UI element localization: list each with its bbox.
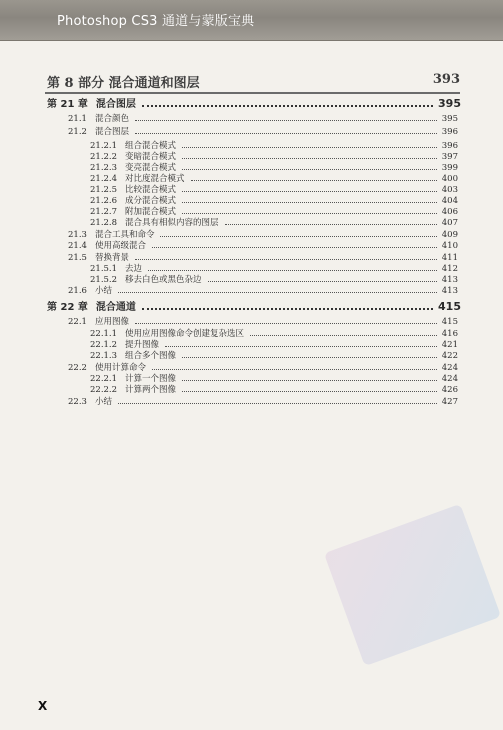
toc-title: 去边 (125, 264, 143, 274)
toc-page-number: 426 (441, 385, 458, 395)
toc-number: 21.5 (68, 253, 87, 263)
toc-subsection-row (90, 340, 458, 350)
toc-subsection-row (90, 351, 458, 361)
toc-subsection-row (90, 196, 458, 206)
toc-number: 21.1 (68, 114, 87, 124)
toc-title: 成分混合模式 (125, 196, 177, 206)
dot-leader (135, 119, 437, 121)
toc-page-number: 412 (441, 264, 458, 274)
toc-page-number: 411 (441, 253, 458, 263)
dot-leader (152, 246, 437, 248)
toc-section-row (68, 114, 458, 124)
toc-number: 21.3 (68, 230, 87, 240)
dot-leader (135, 132, 437, 134)
toc-subsection-row (90, 385, 458, 395)
toc-title: 混合图层 (94, 127, 129, 137)
dot-leader (191, 179, 437, 181)
toc-number: 21.2.6 (90, 196, 118, 206)
toc-subsection-row (90, 329, 458, 339)
toc-number: 22.2.2 (90, 385, 118, 395)
toc-page-number: 400 (441, 174, 458, 184)
dot-leader (182, 356, 437, 358)
dot-leader (160, 235, 436, 237)
toc-number: 21.2.8 (90, 218, 118, 228)
dot-leader (182, 201, 437, 203)
dot-leader (182, 146, 437, 148)
toc-title: 混合图层 (95, 99, 136, 110)
toc-title: 使用应用图像命令创建复杂选区 (125, 329, 245, 339)
toc-title: 使用高级混合 (94, 241, 146, 251)
toc-page-number: 406 (441, 207, 458, 217)
toc-subsection-row (90, 152, 458, 162)
toc-section-row (68, 230, 458, 240)
toc-title: 组合多个图像 (125, 351, 177, 361)
toc-page-number: 415 (441, 317, 458, 327)
toc-number: 22.1 (68, 317, 87, 327)
dot-leader (182, 379, 437, 381)
toc-title: 变亮混合模式 (125, 163, 177, 173)
toc-page-number: 424 (441, 374, 458, 384)
toc-title: 混合工具和命令 (94, 230, 155, 240)
toc-page-number: 410 (441, 241, 458, 251)
toc-chapter-row (47, 301, 461, 314)
toc-subsection-row (90, 218, 458, 228)
toc-page-number: 404 (441, 196, 458, 206)
toc-number: 21.2.3 (90, 163, 118, 173)
dot-leader (135, 258, 437, 260)
toc-subsection-row (90, 141, 458, 151)
dot-leader (225, 223, 437, 225)
dot-leader (208, 280, 437, 282)
toc-title: 混合颜色 (94, 114, 129, 124)
toc-page-number: 413 (441, 286, 458, 296)
toc-subsection-row (90, 207, 458, 217)
toc-title: 附加混合模式 (125, 207, 177, 217)
toc-page-number: 422 (441, 351, 458, 361)
toc-number: 21.2.1 (90, 141, 118, 151)
dot-leader (165, 345, 437, 347)
toc-title: 混合通道 (95, 302, 136, 313)
dot-leader (118, 402, 437, 404)
dot-leader (182, 190, 437, 192)
dot-leader (142, 104, 433, 107)
dot-leader (182, 212, 437, 214)
dot-leader (152, 368, 437, 370)
toc-number: 22.2 (68, 363, 87, 373)
toc-page-number: 395 (441, 114, 458, 124)
toc-subsection-row (90, 163, 458, 173)
toc-title: 提升图像 (125, 340, 160, 350)
toc-page-number: 413 (441, 275, 458, 285)
toc-number: 22.2.1 (90, 374, 118, 384)
toc-page-number: 416 (441, 329, 458, 339)
dot-leader (182, 157, 437, 159)
toc-title: 小结 (94, 397, 112, 407)
toc-title: 使用计算命令 (94, 363, 146, 373)
toc-page-number: 407 (441, 218, 458, 228)
toc-number: 22.3 (68, 397, 87, 407)
toc-page-number: 424 (441, 363, 458, 373)
toc-title: 移去白色或黑色杂边 (125, 275, 202, 285)
part-page-number: 393 (432, 72, 460, 87)
dot-leader (142, 307, 433, 310)
toc-subsection-row (90, 185, 458, 195)
toc-page-number: 415 (438, 300, 461, 313)
toc-subsection-row (90, 275, 458, 285)
toc-number: 21.2.2 (90, 152, 118, 162)
book-title: Photoshop CS3 通道与蒙版宝典 (57, 14, 255, 29)
toc-section-row (68, 317, 458, 327)
toc-number: 21.2.7 (90, 207, 118, 217)
toc-title: 小结 (94, 286, 112, 296)
toc-title: 替换背景 (94, 253, 129, 263)
toc-page-number: 396 (441, 141, 458, 151)
toc-title: 混合具有相似内容的图层 (125, 218, 219, 228)
toc-section-row (68, 363, 458, 373)
toc-number: 22.1.2 (90, 340, 118, 350)
toc-chapter-row (47, 98, 461, 111)
toc-page-number: 421 (441, 340, 458, 350)
dot-leader (135, 322, 437, 324)
toc-number: 21.2 (68, 127, 87, 137)
toc-section-row (68, 241, 458, 251)
toc-title: 组合混合模式 (125, 141, 177, 151)
toc-title: 计算两个图像 (125, 385, 177, 395)
toc-number: 第 21 章 (47, 99, 88, 110)
toc-section-row (68, 397, 458, 407)
toc-title: 变暗混合模式 (125, 152, 177, 162)
toc-number: 21.6 (68, 286, 87, 296)
toc-subsection-row (90, 264, 458, 274)
toc-section-row (68, 127, 458, 137)
toc-number: 21.4 (68, 241, 87, 251)
toc-page-number: 396 (441, 127, 458, 137)
toc-page-number: 399 (441, 163, 458, 173)
toc-page-number: 395 (438, 97, 461, 110)
toc-title: 计算一个图像 (125, 374, 177, 384)
dot-leader (182, 390, 437, 392)
toc-number: 22.1.3 (90, 351, 118, 361)
toc-number: 21.2.5 (90, 185, 118, 195)
toc-section-row (68, 286, 458, 296)
part-title: 第 8 部分 混合通道和图层 (47, 76, 200, 91)
dot-leader (182, 168, 437, 170)
toc-title: 比较混合模式 (125, 185, 177, 195)
toc-page-number: 409 (441, 230, 458, 240)
toc-page-number: 403 (441, 185, 458, 195)
toc-number: 第 22 章 (47, 302, 88, 313)
toc-section-row (68, 253, 458, 263)
toc-title: 对比度混合模式 (125, 174, 185, 184)
toc-number: 21.5.2 (90, 275, 118, 285)
toc-number: 21.2.4 (90, 174, 118, 184)
dot-leader (118, 291, 437, 293)
toc-page-number: 427 (441, 397, 458, 407)
toc-subsection-row (90, 374, 458, 384)
dot-leader (250, 334, 437, 336)
toc-title: 应用图像 (94, 317, 129, 327)
dot-leader (148, 269, 437, 271)
toc-number: 21.5.1 (90, 264, 118, 274)
page-marker: X (38, 699, 48, 713)
toc-subsection-row (90, 174, 458, 184)
toc-number: 22.1.1 (90, 329, 118, 339)
toc-page-number: 397 (441, 152, 458, 162)
